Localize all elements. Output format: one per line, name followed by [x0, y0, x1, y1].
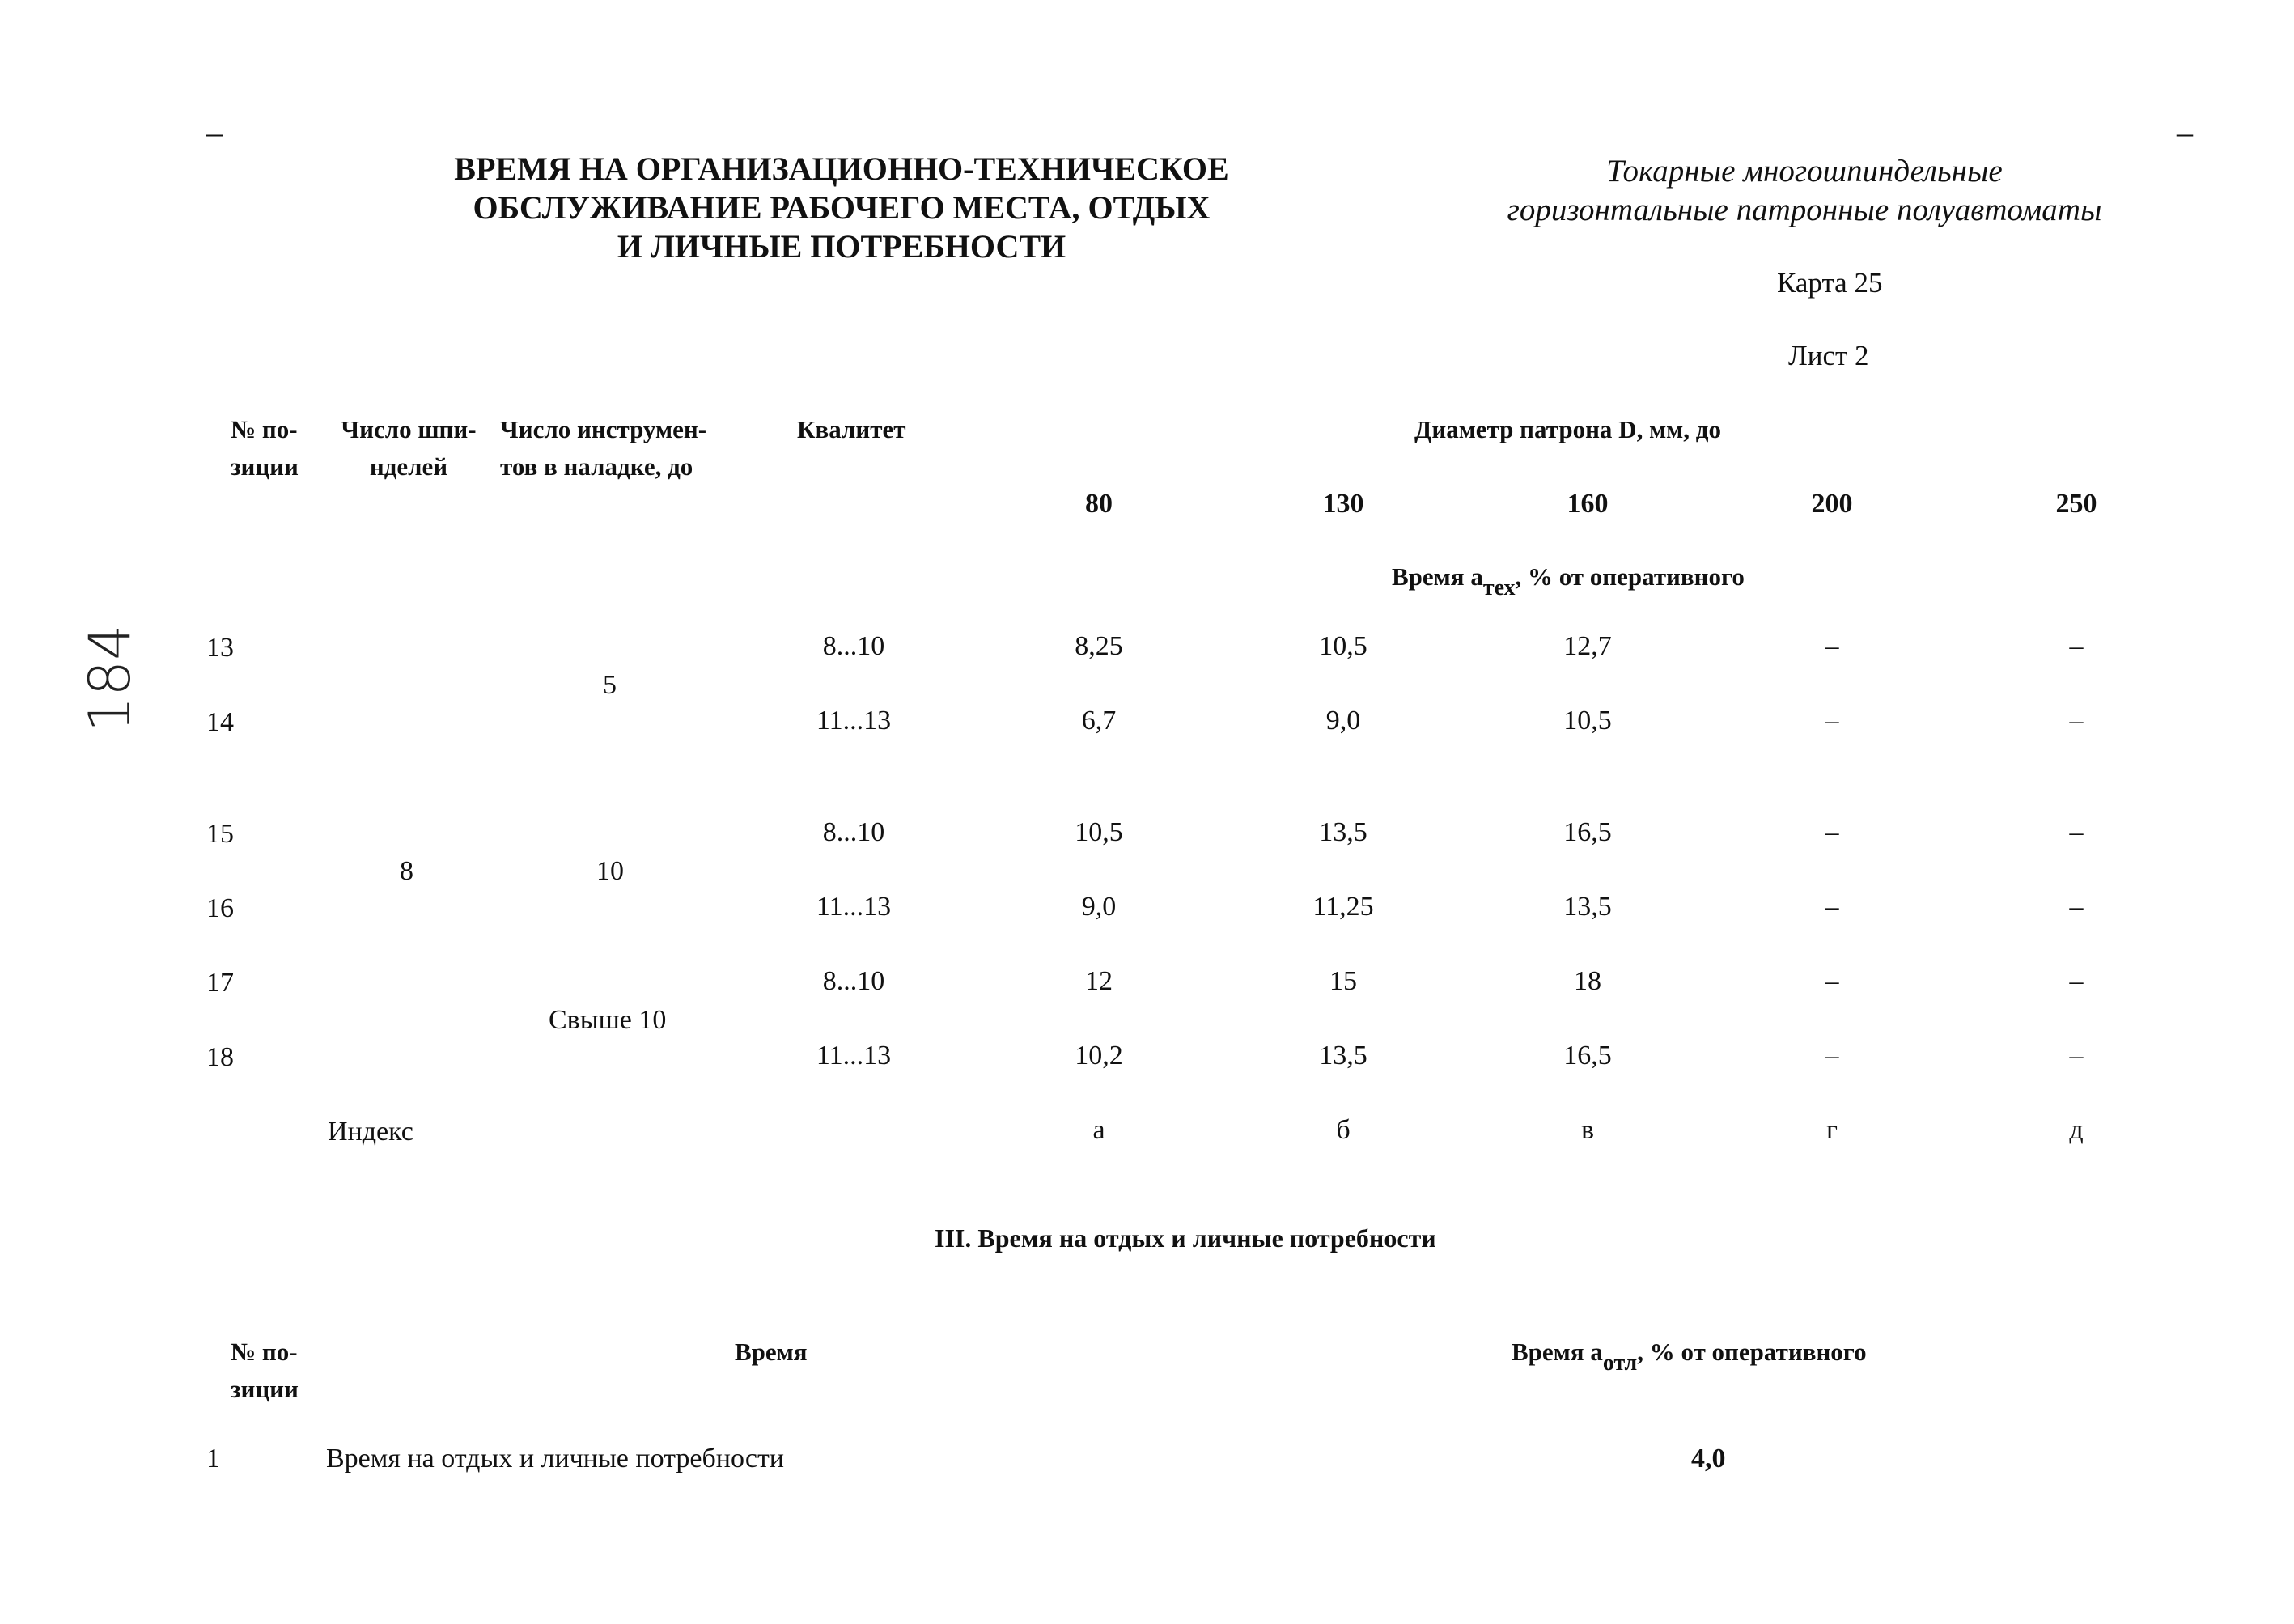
diameter-80: 80 — [1085, 489, 1113, 519]
table-cell: 16,5 — [1563, 1041, 1612, 1071]
corner-mark-right: – — [2177, 114, 2193, 151]
subtitle-line-2: горизонтальные патронные полуавтоматы — [1507, 193, 2102, 227]
table-row-quality: 8...10 — [822, 966, 885, 996]
table-row-pos: 15 — [206, 819, 234, 849]
diameter-250: 250 — [2055, 489, 2097, 519]
section3-row-value: 4,0 — [1691, 1444, 1726, 1473]
col-header-quality: Квалитет — [797, 415, 906, 443]
table-row-quality: 8...10 — [822, 631, 885, 661]
table-row-pos: 13 — [206, 633, 234, 663]
time-tech-label-suffix: , % от оперативного — [1515, 562, 1745, 591]
index-v: в — [1580, 1115, 1595, 1145]
table-cell: 12,7 — [1563, 631, 1612, 661]
table-cell: 12 — [1085, 966, 1113, 996]
time-tech-label-sub: тех — [1482, 575, 1516, 600]
table-cell: – — [2069, 631, 2084, 661]
table-cell: 15 — [1329, 966, 1357, 996]
sheet-number: Лист 2 — [1788, 340, 1869, 371]
index-d: д — [2069, 1115, 2084, 1145]
table-cell: – — [1825, 1041, 1839, 1071]
col-header-spindles-line-2: нделей — [369, 452, 448, 481]
diameter-160: 160 — [1567, 489, 1609, 519]
table-cell: 6,7 — [1081, 706, 1117, 736]
spindles-value: 8 — [400, 856, 413, 886]
table-cell: 9,0 — [1325, 706, 1361, 736]
diameter-200: 200 — [1811, 489, 1853, 519]
section3-col-value-prefix: Время a — [1512, 1338, 1603, 1366]
card-number: Карта 25 — [1777, 267, 1883, 299]
table-cell: – — [1825, 706, 1839, 736]
diameter-130: 130 — [1322, 489, 1364, 519]
table-cell: – — [1825, 966, 1839, 996]
section3-row-name: Время на отдых и личные потребности — [326, 1444, 784, 1473]
table-row-quality: 11...13 — [816, 1041, 892, 1071]
title-line-2: ОБСЛУЖИВАНИЕ РАБОЧЕГО МЕСТА, ОТДЫХ — [473, 189, 1211, 226]
title-line-3: И ЛИЧНЫЕ ПОТРЕБНОСТИ — [617, 228, 1066, 265]
col-header-tools-line-1: Число инструмен- — [500, 415, 707, 443]
table-cell: – — [2069, 892, 2084, 922]
section3-col-value — [1512, 1334, 1867, 1382]
table-cell: – — [2069, 706, 2084, 736]
tools-group-5: 5 — [603, 670, 617, 700]
col-header-spindles — [336, 411, 481, 486]
col-header-position-line-2: зиции — [231, 452, 299, 481]
table-row-pos: 17 — [206, 968, 234, 998]
table-cell: 16,5 — [1563, 817, 1612, 847]
table-cell: 10,5 — [1075, 817, 1123, 847]
corner-mark-left: – — [206, 114, 223, 151]
table-cell: 11,25 — [1312, 892, 1374, 922]
table-row-quality: 11...13 — [816, 892, 892, 922]
page-number: 184 — [77, 624, 143, 732]
table-cell: – — [1825, 631, 1839, 661]
table-cell: 13,5 — [1319, 1041, 1367, 1071]
title-line-1: ВРЕМЯ НА ОРГАНИЗАЦИОННО-ТЕХНИЧЕСКОЕ — [454, 151, 1229, 187]
col-header-tools-line-2: тов в наладке, до — [500, 452, 693, 481]
subtitle-line-1: Токарные многошпиндельные — [1606, 154, 2003, 189]
table-row-pos: 16 — [206, 893, 234, 923]
table-cell: 13,5 — [1319, 817, 1367, 847]
table-cell: 9,0 — [1081, 892, 1117, 922]
table-cell: 13,5 — [1563, 892, 1612, 922]
table-cell: – — [2069, 817, 2084, 847]
section3-col-value-suffix: , % от оперативного — [1637, 1338, 1867, 1366]
page-title — [405, 150, 1278, 266]
diameter-header: Диаметр патрона D, мм, до — [1414, 415, 1721, 443]
section3-row-pos: 1 — [206, 1444, 220, 1473]
col-header-tools — [500, 411, 706, 486]
section3-col-position-line-2: зиции — [231, 1375, 299, 1403]
page-subtitle — [1489, 152, 2120, 230]
col-header-spindles-line-1: Число шпи- — [341, 415, 477, 443]
section3-col-time: Время — [735, 1338, 808, 1366]
table-row-quality: 8...10 — [822, 817, 885, 847]
table-cell: – — [2069, 966, 2084, 996]
section3-col-value-sub: отл — [1602, 1351, 1638, 1376]
index-a: а — [1092, 1115, 1105, 1145]
index-g: г — [1826, 1115, 1838, 1145]
tools-group-10: 10 — [596, 856, 624, 886]
table-cell: 10,5 — [1563, 706, 1612, 736]
section3-col-position — [231, 1334, 299, 1408]
table-cell: – — [1825, 892, 1839, 922]
table-cell: 8,25 — [1075, 631, 1123, 661]
index-label: Индекс — [328, 1117, 413, 1147]
section-3-title: III. Время на отдых и личные потребности — [935, 1223, 1436, 1253]
col-header-position-line-1: № по- — [231, 415, 298, 443]
col-header-position — [231, 411, 299, 486]
table-cell: 18 — [1574, 966, 1601, 996]
table-cell: – — [1825, 817, 1839, 847]
table-row-quality: 11...13 — [816, 706, 892, 736]
table-cell: – — [2069, 1041, 2084, 1071]
time-tech-label-prefix: Время a — [1392, 562, 1483, 591]
index-b: б — [1336, 1115, 1351, 1145]
tools-group-over-10: Свыше 10 — [549, 1005, 667, 1035]
section3-col-position-line-1: № по- — [231, 1338, 298, 1366]
table-cell: 10,5 — [1319, 631, 1367, 661]
table-row-pos: 18 — [206, 1042, 234, 1072]
time-tech-label — [1392, 558, 1745, 607]
table-row-pos: 14 — [206, 707, 234, 737]
table-cell: 10,2 — [1075, 1041, 1123, 1071]
